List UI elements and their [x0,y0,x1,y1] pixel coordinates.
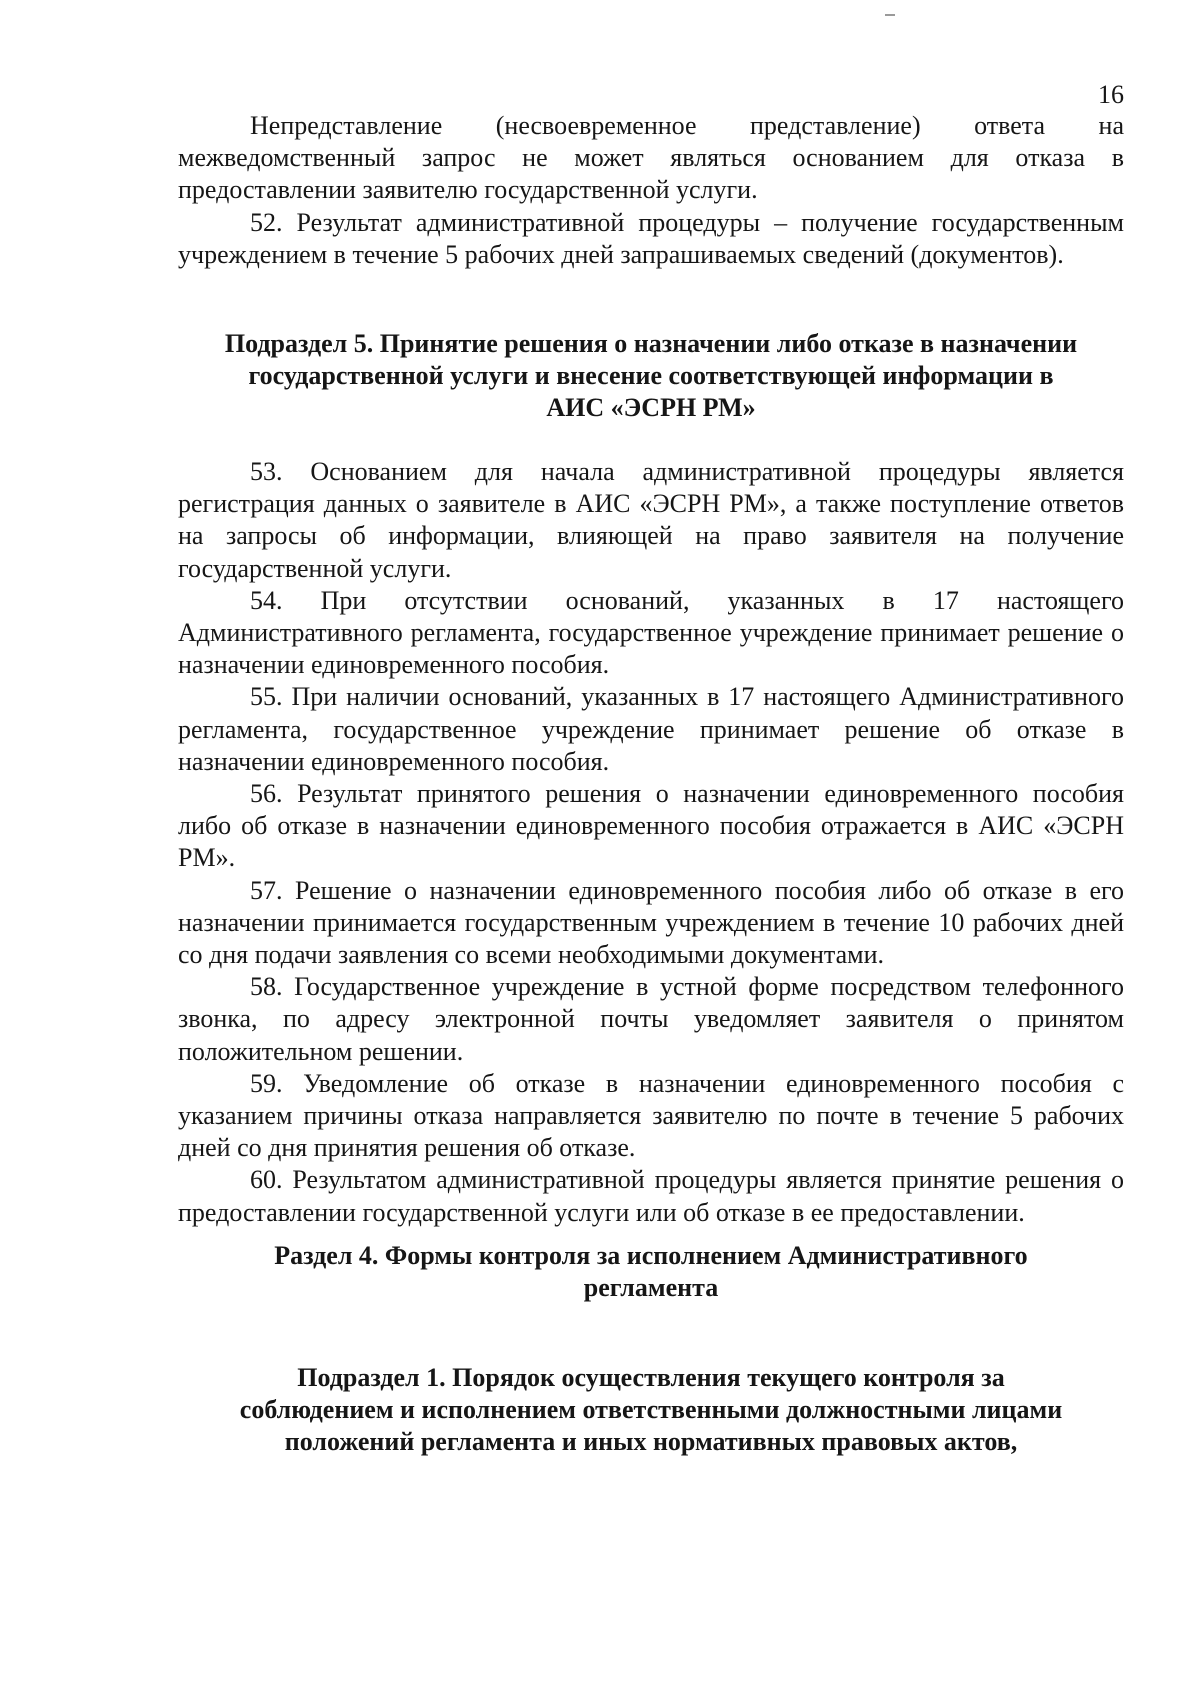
scan-artifact [885,14,895,16]
heading-line: положений регламента и иных нормативных правовых актов, [284,1427,1018,1456]
subsection-1-heading [178,1362,1124,1458]
heading-line: АИС «ЭСРН РМ» [546,393,756,422]
paragraph-non-submission: Непредставление (несвоевременное представление) ответа на межведомственный запрос не может являться основанием для отказа в предоставлении заявителю государственной услуги. [178,111,1124,205]
heading-line: Подраздел 5. Принятие решения о назначении либо отказе в назначении [224,329,1078,358]
paragraph-56: 56. Результат принятого решения о назначении единовременного пособия либо об отказе в назначении единовременного пособия отражается в АИС «ЭСРН РМ». [178,779,1124,873]
heading-line: Подраздел 1. Порядок осуществления текущего контроля за [297,1363,1005,1392]
subsection-5-heading [178,328,1124,424]
heading-line: Раздел 4. Формы контроля за исполнением Административного [274,1241,1028,1270]
paragraph-59: 59. Уведомление об отказе в назначении единовременного пособия с указанием причины отказа направляется заявителю по почте в течение 5 рабочих дней со дня принятия решения об отказе. [178,1068,1124,1163]
paragraph-52: 52. Результат административной процедуры – получение государственным учреждением в течение 5 рабочих дней запрашиваемых сведений (документов). [178,207,1124,269]
text-block-procedure [178,456,1124,1229]
page-number: 16 [1098,80,1124,109]
paragraph-58: 58. Государственное учреждение в устной форме посредством телефонного звонка, по адресу электронной почты уведомляет заявителя о принятом положительном решении. [178,972,1124,1066]
text-block-continuation [178,110,1124,271]
heading-line: государственной услуги и внесение соответствующей информации в [248,361,1054,390]
paragraph-55: 55. При наличии оснований, указанных в 17 настоящего Административного регламента, государственное учреждение принимает решение об отказе в назначении единовременного пособия. [178,682,1124,776]
paragraph-53: 53. Основанием для начала административной процедуры является регистрация данных о заявителе в АИС «ЭСРН РМ», а также поступление ответов на запросы об информации, влияющей на право заявителя на получение государственной услуги. [178,457,1124,583]
paragraph-57: 57. Решение о назначении единовременного пособия либо об отказе в его назначении принимается государственным учреждением в течение 10 рабочих дней со дня подачи заявления со всеми необходимыми документами. [178,875,1124,970]
heading-line: регламента [583,1273,719,1302]
section-4-heading [178,1240,1124,1304]
paragraph-60: 60. Результатом административной процедуры является принятие решения о предоставлении государственной услуги или об отказе в ее предоставлении. [178,1165,1124,1227]
heading-line: соблюдением и исполнением ответственными должностными лицами [239,1395,1063,1424]
paragraph-54: 54. При отсутствии оснований, указанных в 17 настоящего Административного регламента, государственное учреждение принимает решение о назначении единовременного пособия. [178,585,1124,680]
